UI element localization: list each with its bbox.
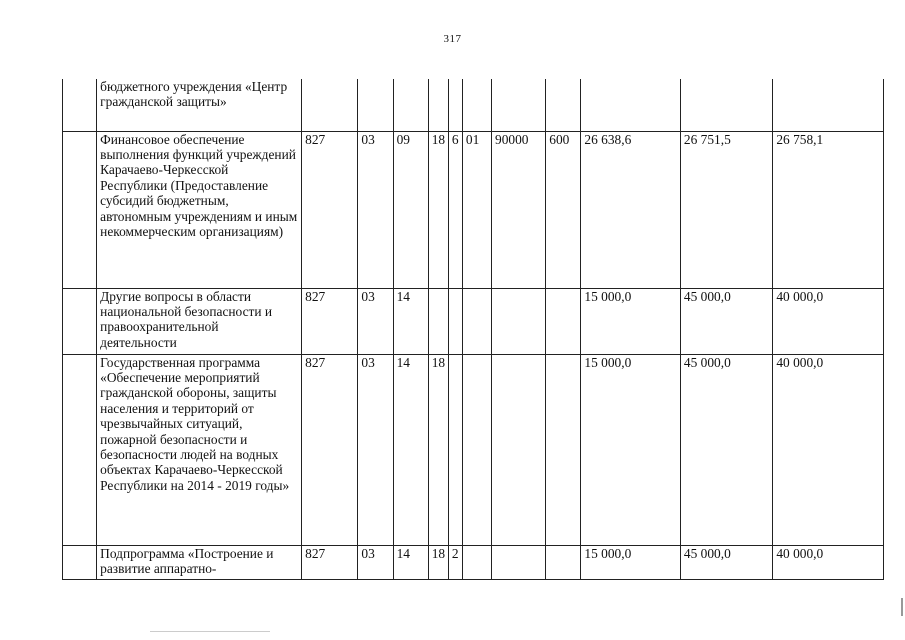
row-name: Государственная программа «Обеспечение мероприятий гражданской обороны, защиты населения и территорий от чрезвычайных ситуаций, пожарной безопасности и безопасности людей на водных объектах Карачаево-Черкесской Республики на 2014 - 2019 годы» (97, 354, 302, 545)
cs-code-1: 18 (428, 545, 448, 579)
row-index-cell (63, 545, 97, 579)
table-row (63, 354, 884, 545)
table-row (63, 288, 884, 354)
cs-code-4 (492, 354, 546, 545)
adm-code: 827 (302, 354, 358, 545)
table-row (63, 545, 884, 579)
vr-code (546, 354, 581, 545)
cs-code-4 (492, 545, 546, 579)
table-row (63, 131, 884, 288)
pr-code: 14 (393, 354, 428, 545)
vr-code (546, 288, 581, 354)
rz-code: 03 (358, 288, 393, 354)
cs-code-2 (448, 288, 462, 354)
rz-code: 03 (358, 131, 393, 288)
year-2-amount: 45 000,0 (680, 354, 772, 545)
scan-footer-line (150, 631, 270, 632)
row-name: Другие вопросы в области национальной безопасности и правоохранительной деятельности (97, 288, 302, 354)
year-2-amount: 45 000,0 (680, 545, 772, 579)
year-1-amount: 15 000,0 (581, 288, 680, 354)
year-3-amount: 40 000,0 (773, 545, 884, 579)
row-index-cell (63, 288, 97, 354)
row-index-cell (63, 354, 97, 545)
year-3-amount (773, 79, 884, 131)
cs-code-2 (448, 79, 462, 131)
year-1-amount: 26 638,6 (581, 131, 680, 288)
year-1-amount (581, 79, 680, 131)
table-row (63, 79, 884, 131)
cs-code-4: 90000 (492, 131, 546, 288)
vr-code (546, 545, 581, 579)
year-3-amount: 40 000,0 (773, 354, 884, 545)
cs-code-4 (492, 79, 546, 131)
scan-edge-mark (901, 598, 903, 616)
year-1-amount: 15 000,0 (581, 545, 680, 579)
cs-code-3 (462, 545, 491, 579)
cs-code-2: 6 (448, 131, 462, 288)
pr-code (393, 79, 428, 131)
row-name: Финансовое обеспечение выполнения функций учреждений Карачаево-Черкесской Республики (Предоставление субсидий бюджетным, автономным учреждениям и иным некоммерческим организациям) (97, 131, 302, 288)
adm-code: 827 (302, 131, 358, 288)
year-2-amount: 26 751,5 (680, 131, 772, 288)
cs-code-1 (428, 79, 448, 131)
cs-code-3 (462, 79, 491, 131)
adm-code: 827 (302, 288, 358, 354)
row-index-cell (63, 131, 97, 288)
page-number: 317 (443, 33, 462, 45)
pr-code: 14 (393, 288, 428, 354)
year-3-amount: 26 758,1 (773, 131, 884, 288)
cs-code-1 (428, 288, 448, 354)
adm-code (302, 79, 358, 131)
row-name: бюджетного учреждения «Центр гражданской защиты» (97, 79, 302, 131)
year-2-amount (680, 79, 772, 131)
adm-code: 827 (302, 545, 358, 579)
year-2-amount: 45 000,0 (680, 288, 772, 354)
rz-code: 03 (358, 545, 393, 579)
pr-code: 14 (393, 545, 428, 579)
row-name: Подпрограмма «Построение и развитие аппаратно- (97, 545, 302, 579)
cs-code-2 (448, 354, 462, 545)
pr-code: 09 (393, 131, 428, 288)
row-index-cell (63, 79, 97, 131)
vr-code (546, 79, 581, 131)
year-3-amount: 40 000,0 (773, 288, 884, 354)
cs-code-1: 18 (428, 354, 448, 545)
budget-table (62, 79, 884, 580)
cs-code-1: 18 (428, 131, 448, 288)
year-1-amount: 15 000,0 (581, 354, 680, 545)
vr-code: 600 (546, 131, 581, 288)
cs-code-3: 01 (462, 131, 491, 288)
cs-code-3 (462, 354, 491, 545)
cs-code-2: 2 (448, 545, 462, 579)
rz-code (358, 79, 393, 131)
cs-code-4 (492, 288, 546, 354)
cs-code-3 (462, 288, 491, 354)
rz-code: 03 (358, 354, 393, 545)
